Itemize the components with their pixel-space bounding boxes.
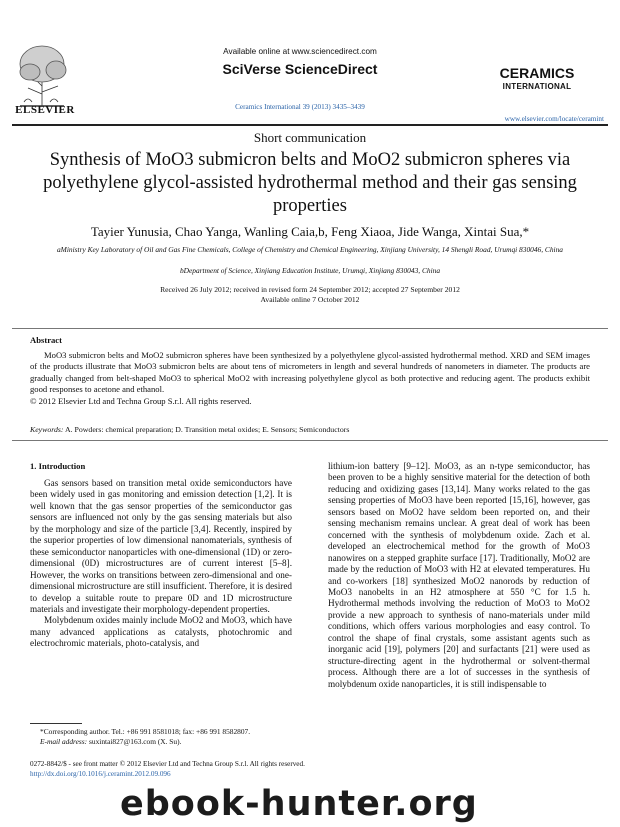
footnote-rule [30, 723, 82, 724]
abstract-top-rule [12, 328, 608, 329]
journal-logo-title: CERAMICS [499, 65, 575, 81]
keywords-text: A. Powders: chemical preparation; D. Transition metal oxides; E. Sensors; Semiconductors [65, 425, 350, 434]
footnote [40, 727, 300, 747]
header-rule [12, 124, 608, 126]
journal-reference-link[interactable]: Ceramics International 39 (2013) 3435–3439 [235, 103, 365, 111]
abstract-bottom-rule [12, 440, 608, 441]
right-column [328, 461, 590, 690]
email-label: E-mail address: [40, 737, 88, 746]
left-column [30, 478, 292, 650]
issn-line: 0272-8842/$ - see front matter © 2012 Elsevier Ltd and Techna Group S.r.l. All rights reserved. [30, 760, 305, 768]
article-type: Short communication [253, 130, 367, 145]
author-list: Tayier Yunusia, Chao Yanga, Wanling Caia,b, Feng Xiaoa, Jide Wanga, Xintai Sua,* [90, 224, 530, 239]
watermark-text: ebook-hunter.org [120, 784, 478, 824]
affiliation-b: bDepartment of Science, Xinjiang Education Institute, Urumqi, Xinjiang 830043, China [179, 266, 441, 275]
affiliation-a: aMinistry Key Laboratory of Oil and Gas Fine Chemicals, College of Chemistry and Chemical Engineering, Xinjiang University, 14 Shengli Road, Urumqi 830046, China [56, 245, 563, 254]
journal-url-link[interactable]: www.elsevier.com/locate/ceramint [504, 115, 604, 123]
keywords-label: Keywords: [30, 425, 64, 434]
received-dates: Received 26 July 2012; received in revised form 24 September 2012; accepted 27 September 2012 [160, 285, 460, 294]
copyright-line: © 2012 Elsevier Ltd and Techna Group S.r.l. All rights reserved. [30, 395, 252, 406]
abstract-heading: Abstract [30, 335, 62, 345]
abstract-body [30, 350, 590, 407]
intro-paragraph-2: Molybdenum oxides mainly include MoO2 and MoO3, which have many advanced applications as catalysts, photochromic and electrochromic materials, photo-catalysis, and [30, 615, 292, 649]
intro-paragraph-1: Gas sensors based on transition metal oxide semiconductors have been widely used in gas monitoring and emission detection [1,2]. It is well known that the gas sensor properties of the semiconductor gas sensors are influenced not only by the gas sensing materials but also by the morphology and size of the particle [3,4]. Recently, inspired by the superior properties of low dimensional nanomaterials, synthesis of these semiconductor nanoparticles with one-dimensional (1D) or zero-dimensional (0D) microstructures are of current interest [5–8]. However, the works on transitions between zero-dimensional and one-dimensional microstructure are still insufficient. Therefore, it is desired to develop a suitable route to prepare 0D and 1D microstructure materials and investigate their morphology-dependent properties. [30, 478, 292, 614]
platform-name: SciVerse ScienceDirect [222, 61, 378, 77]
corresponding-author: *Corresponding author. Tel.: +86 991 8581018; fax: +86 991 8582807. [40, 727, 251, 736]
article-title: Synthesis of MoO3 submicron belts and MoO2 submicron spheres via polyethylene glycol-assisted hydrothermal method and their gas sensing properties [43, 150, 577, 216]
email-address: suxintai827@163.com (X. Su). [89, 737, 182, 746]
available-online-line: Available online at www.sciencedirect.com [223, 47, 377, 56]
journal-logo-subtitle: INTERNATIONAL [502, 82, 572, 91]
abstract-text: MoO3 submicron belts and MoO2 submicron spheres have been synthesized by a polyethylene glycol-assisted hydrothermal method. XRD and SEM images of the products illustrate that MoO3 submicron belts are about tens of micrometers in length and several hundreds of nanometers in diameter. The products are gradually changed from belt-shaped MoO3 to spherical MoO2 with increasing polyethylene glycol as both protective and reducing agent. The products exhibit good responses to acetone and ethanol. [30, 350, 590, 395]
intro-paragraph-3: lithium-ion battery [9–12]. MoO3, as an n-type semiconductor, has been proven to be a highly sensitive material for the detection of both reducing and oxidizing gases [13,14]. Many works related to the gas sensing properties of MoO3 have been reported [15,16], however, gas sensors based on MoO2 have seldom been reported on, and their sensing mechanism remains unclear. A great deal of work has been concerned with the synthesis of molybdenum oxide. Zach et al. developed an electrochemical method for the growth of MoO3 nanowires on a stepped graphite surface [17]. Traditionally, MoO2 are made by the reduction of MoO3 with H2 at elevated temperatures. Hu and co-workers [18] synthesized MoO2 nanorods by reduction of MoO3 nanobelts in an H2 atmosphere at 550 °C for 1.5 h. Hydrothermal methods involving the reduction of MoO3 to MoO2 provide a new approach to synthesis of nano-materials under mild conditions, which offers various morphologies and easy control. To control the shape of final crystals, some assistant agents such as inorganic acid [19], polymers [20] and surfactants [21] were used as structure-directing agent in the hydrothermal or solvent-thermal process. Although there are a lot of successes in the synthesis of molybdenum oxide nanoparticles, it is still indispensable to [328, 461, 590, 689]
available-date: Available online 7 October 2012 [260, 295, 360, 304]
publisher-wordmark: ELSEVIER [15, 104, 75, 116]
page-footer [30, 760, 410, 779]
elsevier-tree-logo [14, 42, 70, 108]
doi-link[interactable]: http://dx.doi.org/10.1016/j.ceramint.2012.09.096 [30, 769, 171, 778]
keywords-line [30, 425, 590, 434]
section-heading: 1. Introduction [30, 461, 86, 471]
article-dates [40, 285, 580, 305]
